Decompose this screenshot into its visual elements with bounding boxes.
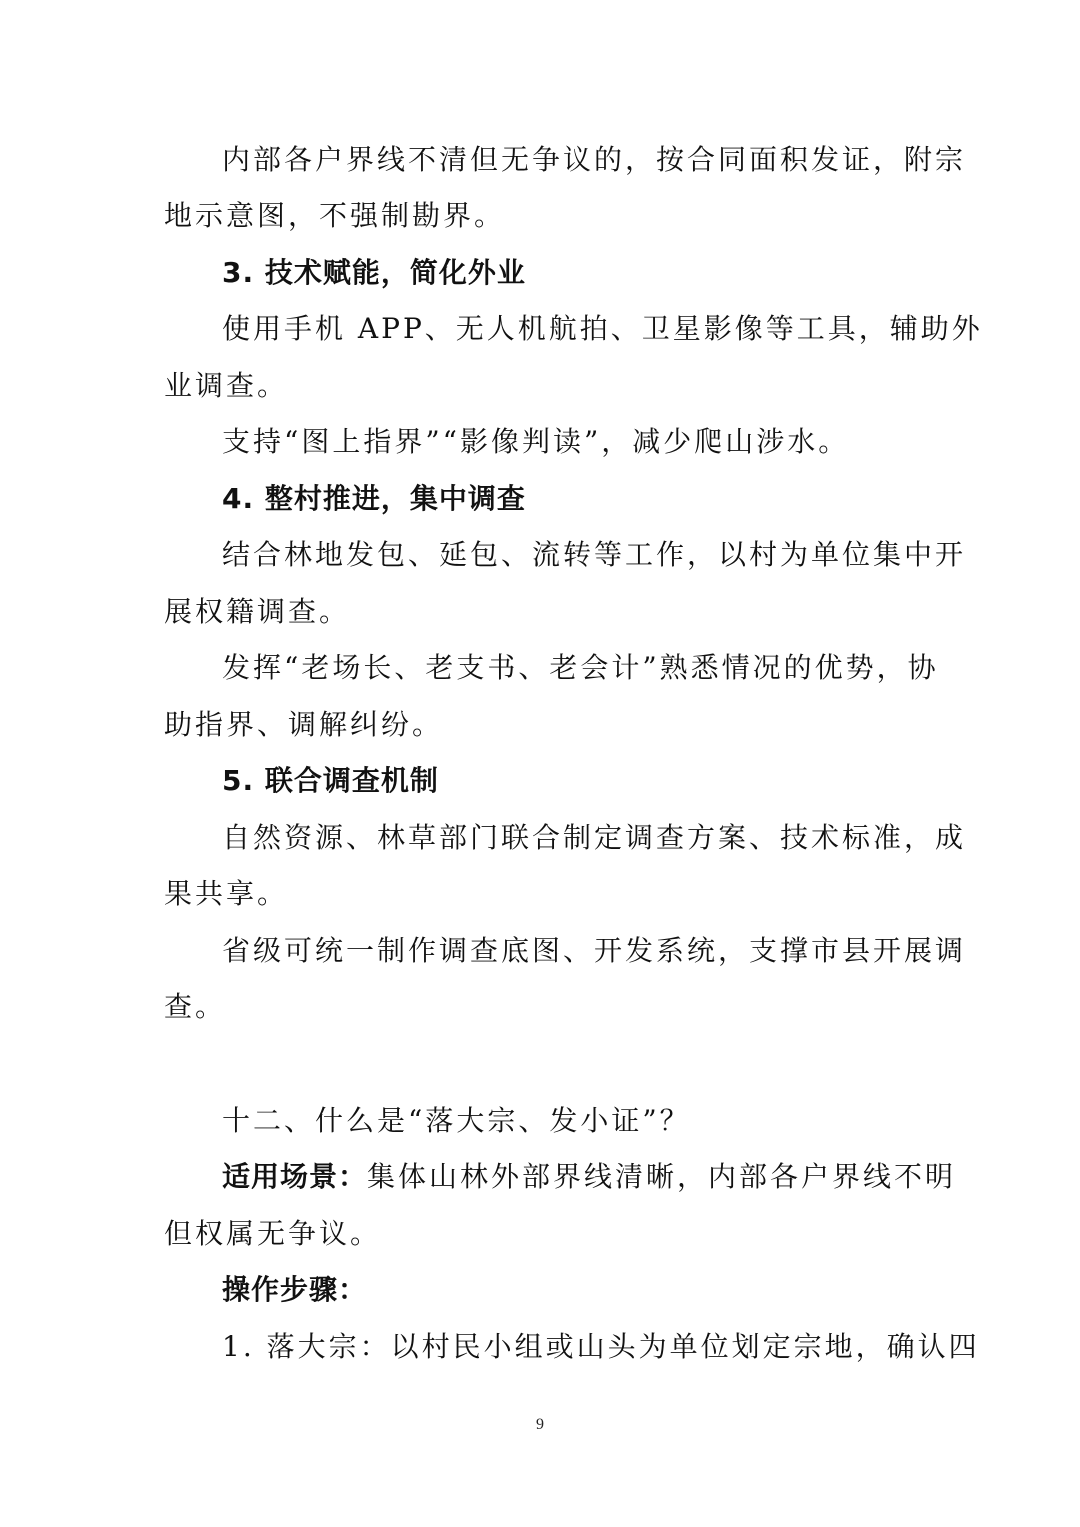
paragraph-line: 展权籍调查。 (164, 595, 351, 628)
paragraph-line: 地示意图，不强制勘界。 (164, 199, 506, 232)
paragraph-line: 发挥“老场长、老支书、老会计”熟悉情况的优势，协 (222, 651, 939, 684)
paragraph-line: 助指界、调解纠纷。 (164, 708, 444, 741)
section-title: 十二、什么是“落大宗、发小证”？ (222, 1104, 691, 1137)
subheading-village: 4. 整村推进，集中调查 (222, 482, 526, 515)
paragraph-line: 但权属无争议。 (164, 1217, 382, 1250)
label-steps: 操作步骤： (222, 1273, 368, 1306)
paragraph-line: 自然资源、林草部门联合制定调查方案、技术标准，成 (222, 821, 967, 854)
paragraph-line: 1. 落大宗：以村民小组或山头为单位划定宗地，确认四 (222, 1330, 980, 1363)
page-number: 9 (536, 1416, 544, 1433)
paragraph-line: 使用手机 APP、无人机航拍、卫星影像等工具，辅助外 (222, 312, 983, 345)
paragraph-line: 省级可统一制作调查底图、开发系统，支撑市县开展调 (222, 934, 967, 967)
subheading-tech: 3. 技术赋能，简化外业 (222, 256, 526, 289)
paragraph-line: 查。 (164, 990, 227, 1023)
paragraph-line: 结合林地发包、延包、流转等工作，以村为单位集中开 (222, 538, 967, 571)
paragraph-line: 果共享。 (164, 877, 289, 910)
paragraph-line: 支持“图上指界”“影像判读”，减少爬山涉水。 (222, 425, 850, 458)
subheading-joint: 5. 联合调查机制 (222, 764, 439, 797)
paragraph-line: 内部各户界线不清但无争议的，按合同面积发证，附宗 (222, 143, 967, 176)
label-scenario: 适用场景： (222, 1160, 368, 1193)
scenario-text: 集体山林外部界线清晰，内部各户界线不明 (367, 1160, 957, 1193)
paragraph-line (222, 1157, 957, 1197)
paragraph-line: 业调查。 (164, 369, 289, 402)
